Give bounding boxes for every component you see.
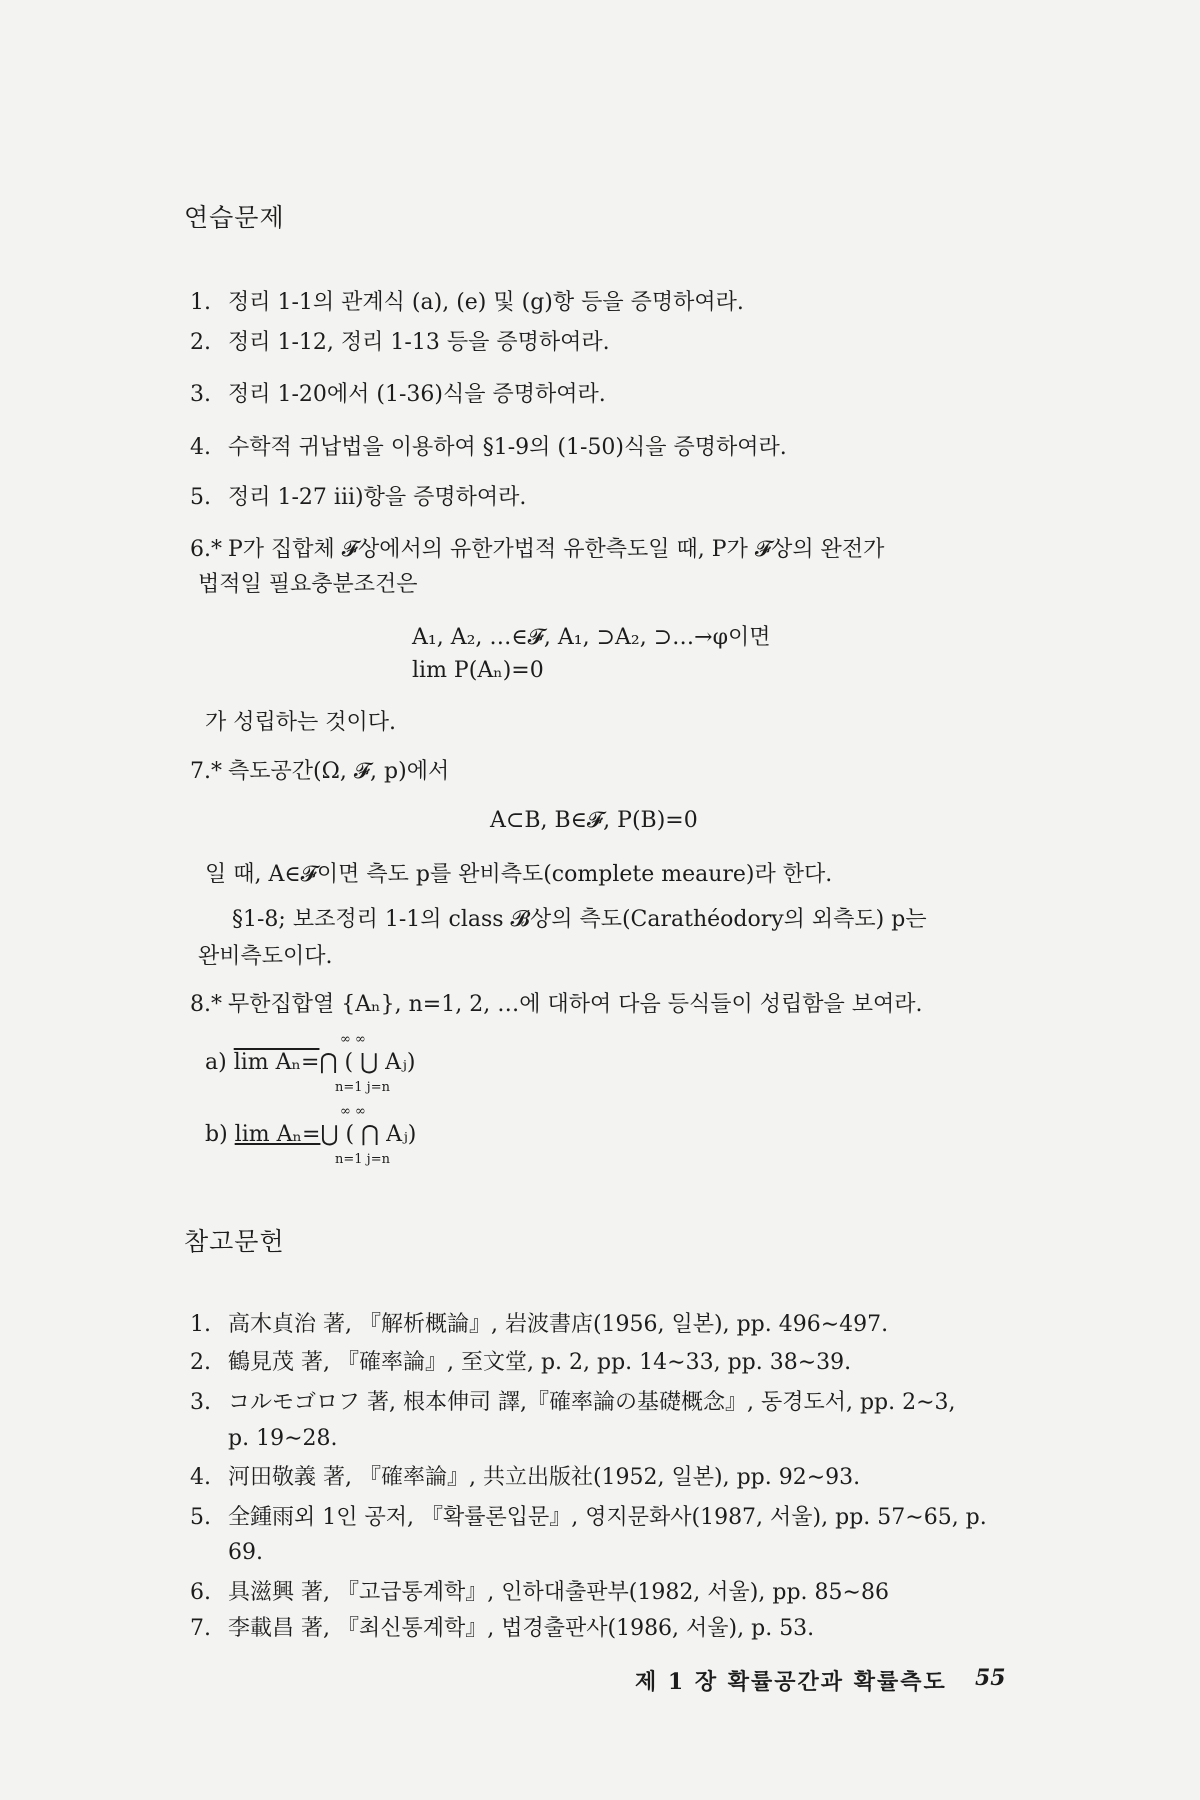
reference-item-3	[190, 1388, 956, 1418]
limit-upper: ∞ ∞	[340, 1032, 366, 1047]
formula-liminf	[205, 1122, 416, 1147]
chapter-footer: 제 1 장 확률공간과 확률측도	[635, 1669, 947, 1695]
page-number: 55	[975, 1665, 1006, 1691]
exercise-text: 정리 1-1의 관계식 (a), (e) 및 (g)항 등을 증명하여라.	[228, 290, 744, 315]
exercise-number: 5.	[190, 485, 211, 510]
references-heading: 참고문헌	[184, 1227, 285, 1256]
exercise-item-5	[190, 483, 526, 513]
formula-label: b)	[205, 1122, 228, 1147]
formula-limit: lim P(Aₙ)=0	[412, 658, 544, 683]
reference-item-4	[190, 1463, 860, 1493]
exercise-number: 6.*	[190, 537, 222, 562]
exercise-7-definition: 일 때, A∈𝓕이면 측도 p를 완비측도(complete meaure)라 한다.	[205, 862, 833, 887]
reference-text: 具滋興 著, 『고급통계학』, 인하대출판부(1982, 서울), pp. 85∼86	[228, 1580, 889, 1605]
reference-item-1	[190, 1310, 888, 1340]
reference-number: 1.	[190, 1312, 211, 1337]
formula-lhs: lim Aₙ=	[234, 1122, 321, 1147]
formula-lhs: lim Aₙ=	[233, 1050, 320, 1075]
reference-text: コルモゴロフ 著, 根本伸司 譯,『確率論の基礎概念』, 동경도서, pp. 2∼3,	[228, 1390, 956, 1415]
reference-item-5-continued: 69.	[228, 1540, 263, 1565]
reference-number: 7.	[190, 1616, 211, 1641]
reference-item-6	[190, 1578, 889, 1608]
formula-sequence: A₁, A₂, …∈𝓕, A₁, ⊃A₂, ⊃…→φ이면	[412, 625, 771, 650]
formula-limsup	[205, 1050, 415, 1075]
exercise-number: 3.	[190, 382, 211, 407]
exercise-text: 측도공간(Ω, 𝓕, p)에서	[228, 759, 450, 784]
exercise-7-note-continued: 완비측도이다.	[198, 944, 333, 969]
exercise-item-6-continued: 법적일 필요충분조건은	[198, 572, 418, 597]
exercise-number: 1.	[190, 290, 211, 315]
exercise-item-8	[190, 990, 922, 1020]
exercise-text: P가 집합체 𝓕상에서의 유한가법적 유한측도일 때, P가 𝓕상의 완전가	[228, 537, 885, 562]
formula-label: a)	[205, 1050, 227, 1075]
reference-number: 3.	[190, 1390, 211, 1415]
exercise-item-4	[190, 433, 787, 463]
reference-number: 4.	[190, 1465, 211, 1490]
exercise-text: 수학적 귀납법을 이용하여 §1-9의 (1-50)식을 증명하여라.	[228, 435, 787, 460]
reference-text: 河田敬義 著, 『確率論』, 共立出版社(1952, 일본), pp. 92∼93.	[228, 1465, 861, 1490]
limit-lower: n=1 j=n	[335, 1152, 390, 1167]
exercise-text: 무한집합열 {Aₙ}, n=1, 2, …에 대하여 다음 등식들이 성립함을 보여라.	[228, 992, 923, 1017]
limit-lower: n=1 j=n	[335, 1080, 390, 1095]
exercises-heading: 연습문제	[184, 203, 285, 232]
limit-upper: ∞ ∞	[340, 1104, 366, 1119]
exercise-number: 8.*	[190, 992, 222, 1017]
reference-item-5	[190, 1503, 987, 1533]
reference-item-3-continued: p. 19∼28.	[228, 1426, 338, 1451]
exercise-item-1	[190, 288, 744, 318]
formula-rhs: ⋂ ( ⋃ Aⱼ)	[319, 1050, 416, 1075]
reference-number: 5.	[190, 1505, 211, 1530]
reference-text: 高木貞治 著, 『解析概論』, 岩波書店(1956, 일본), pp. 496∼497.	[228, 1312, 889, 1337]
reference-item-7	[190, 1614, 814, 1644]
reference-number: 6.	[190, 1580, 211, 1605]
exercise-text: 정리 1-20에서 (1-36)식을 증명하여라.	[228, 382, 606, 407]
reference-text: 全鍾雨외 1인 공저, 『확률론입문』, 영지문화사(1987, 서울), pp. 57∼65, p.	[228, 1505, 987, 1530]
reference-text: 鶴見茂 著, 『確率論』, 至文堂, p. 2, pp. 14∼33, pp. 38∼39.	[228, 1350, 852, 1375]
formula-subset: A⊂B, B∈𝓕, P(B)=0	[490, 808, 698, 833]
formula-rhs: ⋃ ( ⋂ Aⱼ)	[320, 1122, 417, 1147]
exercise-7-note: §1-8; 보조정리 1-1의 class 𝓑상의 측도(Carathéodory의 외측도) p는	[232, 907, 927, 932]
exercise-item-7	[190, 757, 449, 787]
exercise-number: 4.	[190, 435, 211, 460]
exercise-item-3	[190, 380, 606, 410]
exercise-number: 2.	[190, 330, 211, 355]
exercise-text: 정리 1-27 iii)항을 증명하여라.	[228, 485, 527, 510]
exercise-6-conclusion: 가 성립하는 것이다.	[205, 710, 396, 735]
exercise-item-6	[190, 535, 884, 565]
exercise-text: 정리 1-12, 정리 1-13 등을 증명하여라.	[228, 330, 610, 355]
reference-item-2	[190, 1348, 851, 1378]
reference-number: 2.	[190, 1350, 211, 1375]
reference-text: 李載昌 著, 『최신통계학』, 법경출판사(1986, 서울), p. 53.	[228, 1616, 815, 1641]
exercise-item-2	[190, 328, 610, 358]
exercise-number: 7.*	[190, 759, 222, 784]
